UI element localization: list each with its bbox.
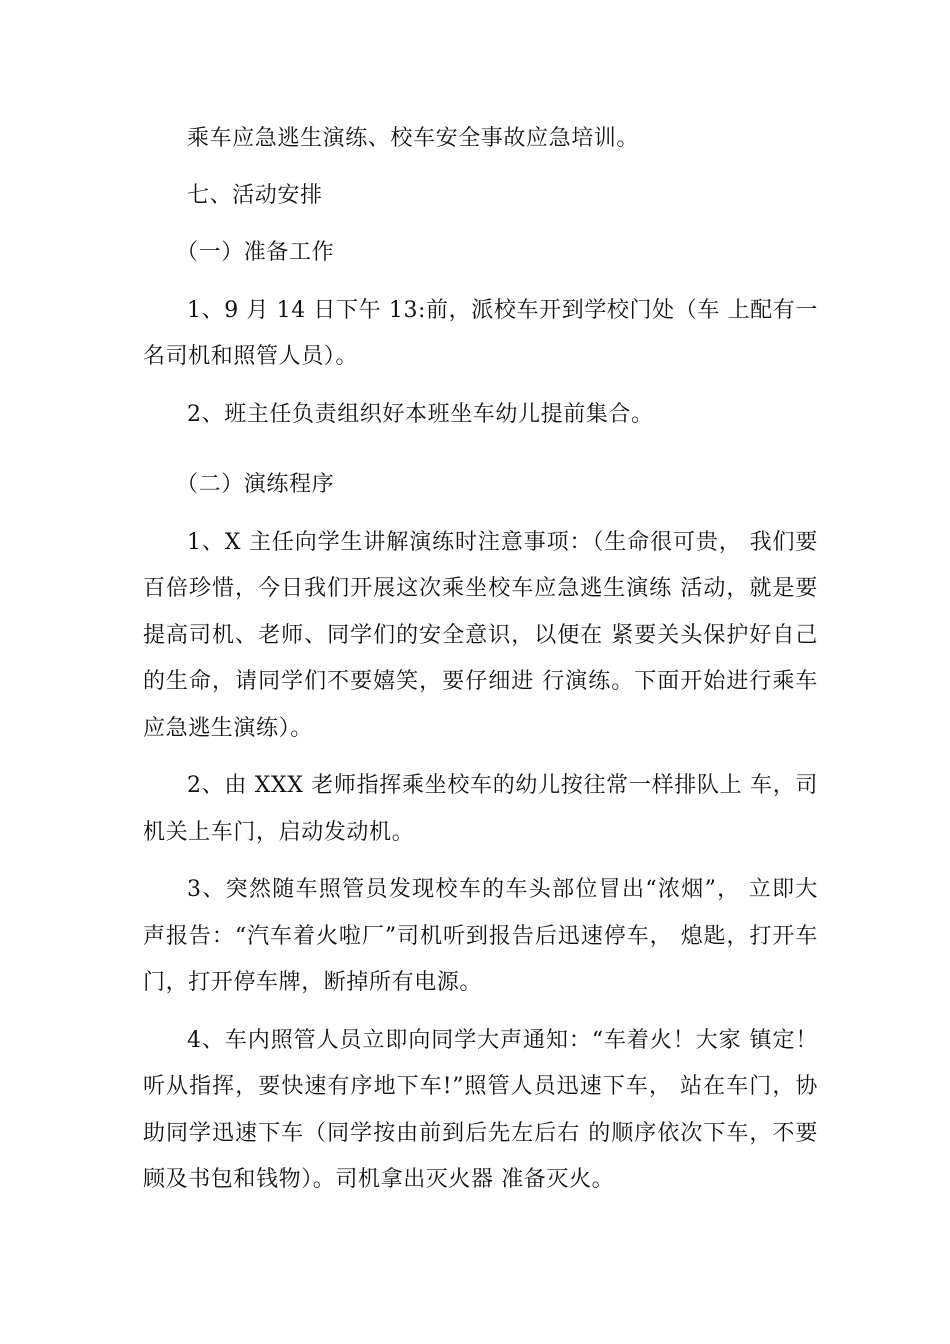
subsection-heading-drill-procedure: （二）演练程序 (176, 472, 335, 497)
document-body (143, 116, 818, 1204)
paragraph-drill-item-1: 1、X 主任向学生讲解演练时注意事项：（生命很可贵， 我们要百倍珍惜，今日我们开展这次乘坐校车应急逃生演练 活动，就是要提高司机、老师、同学们的安全意识，以便在 紧要关头保护好自己的生命，请同学们不要嬉笑，要仔细进 行演练。下面开始进行乘车应急逃生演练）。 (143, 529, 818, 741)
paragraph-preparation-item-2: 2、班主任负责组织好本班坐车幼儿提前集合。 (187, 401, 654, 427)
subsection-heading-preparation: （一）准备工作 (176, 240, 335, 265)
paragraph-drill-item-4: 4、车内照管人员立即向同学大声通知：“车着火！大家 镇定！听从指挥，要快速有序地下车!”照管人员迅速下车， 站在车门，协助同学迅速下车（同学按由前到后先左后右 的顺序依次下车，不要顾及书包和钱物）。司机拿出灭火器 准备灭火。 (143, 1027, 818, 1192)
paragraph-training-summary: 乘车应急逃生演练、校车安全事故应急培训。 (187, 126, 640, 151)
paragraph-preparation-item-1: 1、9 月 14 日下午 13:前，派校车开到学校门处（车 上配有一名司机和照管人员）。 (143, 297, 818, 369)
paragraph-drill-item-2: 2、由 XXX 老师指挥乘坐校车的幼儿按往常一样排队上 车，司机关上车门，启动发动机。 (143, 773, 818, 845)
section-heading-activity-arrangement: 七、活动安排 (187, 182, 323, 208)
paragraph-drill-item-3: 3、突然随车照管员发现校车的车头部位冒出“浓烟”， 立即大声报告：“汽车着火啦厂”司机听到报告后迅速停车， 熄匙，打开车门，打开停车牌，断掉所有电源。 (143, 877, 818, 995)
